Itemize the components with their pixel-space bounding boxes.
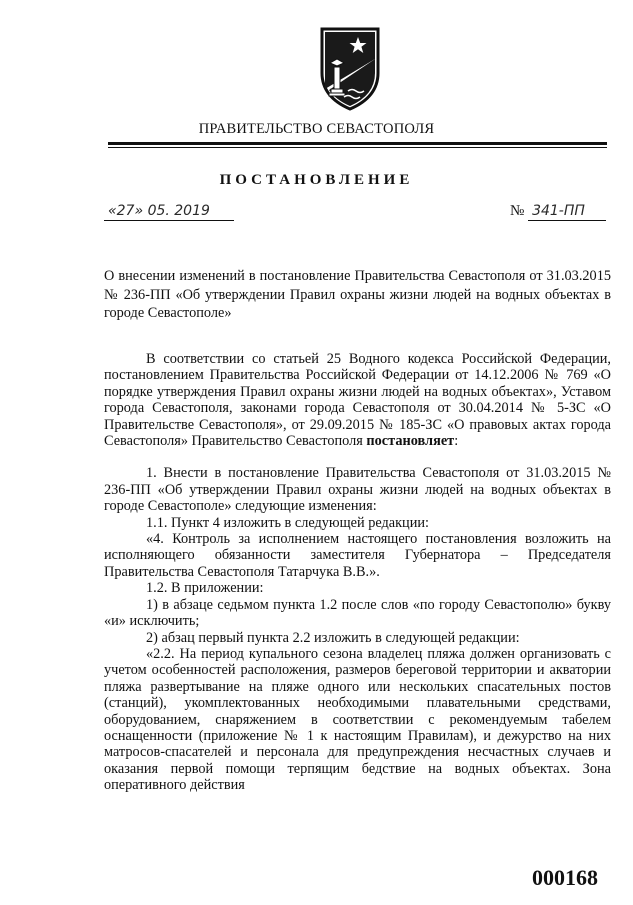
date-day: 27 — [116, 203, 135, 219]
paragraph-2-2-text: «2.2. На период купального сезона владелец пляжа должен организовать с учетом особенностей расположения, размеров береговой территории и акватории пляжа развертывание на пляже одного или нескольких спасательных постов (станций), укомплектованных необходимыми плавательными средствами, оборудованием, снаряжением в соответствии с рекомендуемым табелем оснащенности (приложение № 1 к настоящим Правилам), и дежурство на них матросов-спасателей и персонала для предупреждения несчастных случаев и оказания первой помощи терпящим бедствие на водных объектах. Зона оперативного действия — [104, 645, 611, 794]
preamble-text: В соответствии со статьей 25 Водного кодекса Российской Федерации, постановлением Правительства Российской Федерации от 14.12.2006 № 769 «О порядке утверждения Правил охраны жизни людей на водных объектах», Уставом города Севастополя, законами города Севастополя от 30.04.2014 № 5-ЗС «О Правительстве Севастополя», от 29.09.2015 № 185-ЗС «О правовых актах города Севастополя» Правительство Севастополя — [104, 351, 611, 450]
paragraph-1-2-item-2: 2) абзац первый пункта 2.2 изложить в следующей редакции: — [146, 629, 520, 646]
sevastopol-coat-of-arms-emblem — [318, 23, 382, 111]
paragraph-1: 1. Внести в постановление Правительства Севастополя от 31.03.2015 № 236-ПП «Об утверждении Правил охраны жизни людей на водных объектах в городе Севастополе» следующие изменения: — [104, 465, 611, 515]
number-value: 341-ПП — [528, 202, 606, 221]
preamble-verb: постановляет — [366, 433, 455, 450]
date-close-quote: » — [134, 203, 144, 219]
document-date — [104, 202, 234, 221]
paragraph-1-1: 1.1. Пункт 4 изложить в следующей редакции: — [146, 514, 429, 531]
paragraph-1-2-item-1: 1) в абзаце седьмом пункта 1.2 после слов «по городу Севастополю» букву «и» исключить; — [104, 596, 611, 630]
government-title: ПРАВИТЕЛЬСТВО СЕВАСТОПОЛЯ — [198, 121, 435, 137]
header-rule-thick — [108, 142, 607, 145]
paragraph-1-1-text: «4. Контроль за исполнением настоящего постановления возложить на исполняющего обязанности заместителя Губернатора – Председателя Правительства Севастополя Татарчука В.В.». — [104, 531, 611, 580]
date-open-quote: « — [108, 203, 117, 219]
date-field — [104, 202, 234, 221]
paragraph-1-2: 1.2. В приложении: — [146, 580, 264, 597]
document-subject: О внесении изменений в постановление Правительства Севастополя от 31.03.2015 № 236-ПП «Об утверждении Правил охраны жизни людей на водных объектах в городе Севастополе» — [104, 268, 611, 321]
sheet-serial-number: 000168 — [532, 865, 598, 890]
preamble-colon: : — [454, 433, 459, 450]
document-type-heading: ПОСТАНОВЛЕНИЕ — [219, 172, 414, 188]
preamble-paragraph — [104, 351, 611, 449]
document-number — [510, 202, 606, 221]
document-body — [104, 351, 611, 794]
date-month-year: 05. 2019 — [147, 203, 210, 219]
header-rule-thin — [108, 147, 607, 148]
number-sign: № — [510, 203, 525, 219]
